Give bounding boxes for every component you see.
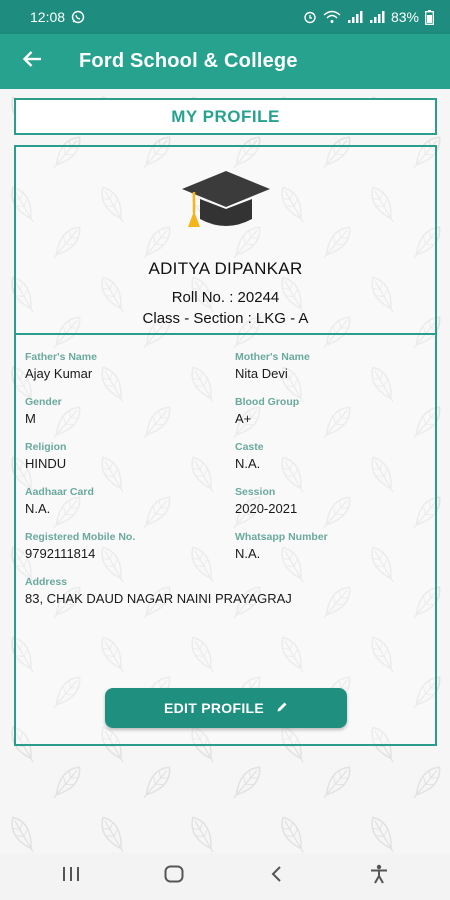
field-fathers-name	[25, 351, 97, 381]
field-value: N.A.	[25, 501, 51, 516]
status-bar	[0, 0, 450, 34]
signal-icon-2	[369, 10, 385, 24]
field-address	[25, 576, 292, 606]
field-mobile	[25, 531, 135, 561]
class-section: Class - Section : LKG - A	[142, 310, 309, 327]
accessibility-button[interactable]	[359, 857, 399, 897]
field-label: Address	[25, 576, 68, 588]
edit-profile-label: EDIT PROFILE	[163, 700, 265, 716]
roll-number: Roll No. : 20244	[171, 289, 280, 306]
field-label: Whatsapp Number	[235, 531, 328, 543]
chevron-left-icon	[270, 865, 282, 888]
field-value: Ajay Kumar	[25, 366, 93, 381]
app-title: Ford School & College	[79, 50, 298, 72]
field-label: Aadhaar Card	[25, 486, 94, 498]
status-time: 12:08	[30, 9, 66, 25]
accessibility-icon	[370, 864, 388, 889]
back-nav-button[interactable]	[256, 857, 296, 897]
home-button[interactable]	[154, 857, 194, 897]
field-caste	[235, 441, 264, 471]
field-mothers-name	[235, 351, 310, 381]
field-label: Caste	[235, 441, 264, 453]
recent-apps-button[interactable]	[51, 857, 91, 897]
pencil-icon	[276, 700, 288, 716]
field-value: Nita Devi	[235, 366, 288, 381]
field-label: Blood Group	[235, 396, 300, 408]
whatsapp-notification-icon	[71, 10, 85, 24]
field-value: A+	[235, 411, 252, 426]
app-bar	[0, 34, 450, 89]
system-navigation-bar	[0, 853, 450, 900]
field-value: 2020-2021	[235, 501, 298, 516]
field-label: Mother's Name	[235, 351, 310, 363]
field-value: N.A.	[235, 456, 261, 471]
field-label: Religion	[25, 441, 67, 453]
field-value: M	[25, 411, 36, 426]
field-label: Registered Mobile No.	[25, 531, 136, 543]
field-value: N.A.	[235, 546, 261, 561]
profile-summary	[16, 147, 435, 335]
home-icon	[164, 865, 184, 888]
profile-card	[14, 145, 437, 746]
wifi-icon	[323, 10, 341, 24]
battery-icon	[425, 10, 434, 25]
my-profile-header: MY PROFILE	[14, 98, 437, 135]
graduation-cap-icon	[180, 167, 272, 242]
edit-profile-button[interactable]	[105, 688, 347, 728]
field-session	[235, 486, 297, 516]
field-whatsapp	[235, 531, 328, 561]
main-content[interactable]	[0, 89, 450, 853]
field-aadhaar	[25, 486, 94, 516]
field-label: Gender	[25, 396, 62, 408]
field-blood-group	[235, 396, 299, 426]
field-value: HINDU	[25, 456, 67, 471]
field-religion	[25, 441, 66, 471]
battery-level: 83%	[390, 9, 419, 25]
back-button[interactable]	[0, 34, 64, 89]
field-value: 9792111814	[25, 546, 96, 561]
recent-apps-icon	[62, 866, 80, 887]
student-name: ADITYA DIPANKAR	[148, 259, 303, 278]
field-gender	[25, 396, 62, 426]
alarm-icon	[303, 10, 317, 24]
field-label: Session	[235, 486, 276, 498]
signal-icon	[347, 10, 363, 24]
field-value: 83, CHAK DAUD NAGAR NAINI PRAYAGRAJ	[25, 591, 292, 606]
arrow-left-icon	[22, 50, 42, 73]
field-label: Father's Name	[25, 351, 97, 363]
